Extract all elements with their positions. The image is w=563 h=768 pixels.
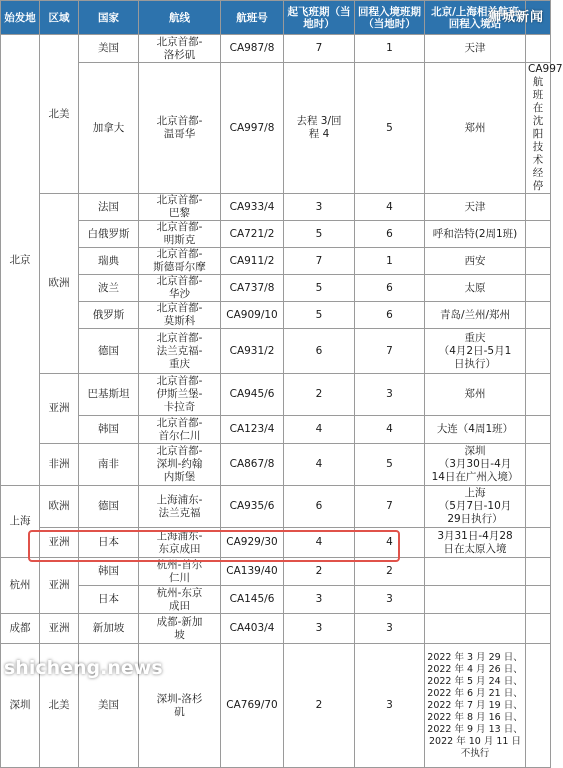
country-cell: 韩国	[79, 416, 139, 444]
flight-number-cell: CA721/2	[221, 221, 284, 248]
origin-cell: 上海	[1, 486, 40, 558]
departure-cell: 5	[284, 221, 355, 248]
flight-number-cell: CA145/6	[221, 586, 284, 614]
route-cell: 上海浦东- 法兰克福	[139, 486, 221, 528]
flight-number-cell: CA737/8	[221, 275, 284, 302]
station-cell: 上海 （5月7日-10月 29日执行）	[425, 486, 526, 528]
notes-cell	[526, 528, 551, 558]
country-cell: 巴基斯坦	[79, 374, 139, 416]
departure-cell: 4	[284, 416, 355, 444]
route-cell: 北京首都- 华沙	[139, 275, 221, 302]
return-cell: 4	[355, 528, 425, 558]
notes-cell	[526, 329, 551, 374]
station-cell	[425, 586, 526, 614]
departure-cell: 5	[284, 275, 355, 302]
station-cell: 西安	[425, 248, 526, 275]
region-cell: 非洲	[40, 444, 79, 486]
route-cell: 杭州-东京 成田	[139, 586, 221, 614]
header-return-station: 北京/上海相关航班回程入境站	[425, 1, 526, 35]
region-cell: 欧洲	[40, 486, 79, 528]
table-row	[1, 329, 551, 374]
table-row	[1, 35, 551, 63]
notes-cell	[526, 35, 551, 63]
table-row	[1, 528, 551, 558]
return-cell: 3	[355, 614, 425, 644]
region-cell: 亚洲	[40, 558, 79, 614]
country-cell: 俄罗斯	[79, 302, 139, 329]
watermark-top: 狮城新闻	[487, 10, 544, 25]
flight-number-cell: CA123/4	[221, 416, 284, 444]
return-cell: 7	[355, 486, 425, 528]
return-cell: 3	[355, 374, 425, 416]
route-cell: 北京首都- 深圳-约翰 内斯堡	[139, 444, 221, 486]
table-header-row	[1, 1, 551, 35]
region-cell: 亚洲	[40, 614, 79, 644]
route-cell: 北京首都- 温哥华	[139, 63, 221, 194]
departure-cell: 4	[284, 528, 355, 558]
route-cell: 北京首都- 洛杉矶	[139, 35, 221, 63]
departure-cell: 5	[284, 302, 355, 329]
departure-cell: 6	[284, 329, 355, 374]
return-cell: 6	[355, 302, 425, 329]
country-cell: 美国	[79, 644, 139, 768]
return-cell: 6	[355, 275, 425, 302]
table-row	[1, 248, 551, 275]
table-row	[1, 558, 551, 586]
table-row	[1, 275, 551, 302]
header-region: 区域	[40, 1, 79, 35]
notes-cell	[526, 416, 551, 444]
table-row	[1, 194, 551, 221]
departure-cell: 6	[284, 486, 355, 528]
notes-cell	[526, 614, 551, 644]
station-cell: 2022 年 3 月 29 日、 2022 年 4 月 26 日、 2022 年 5 月 24 日、 2022 年 6 月 21 日、 2022 年 7 月 19 日、 2022 年 8 月 16 日、 2022 年 9 月 13 日、 2022 年 10 月 11 日 不执行	[425, 644, 526, 768]
route-cell: 北京首都- 明斯克	[139, 221, 221, 248]
route-cell: 北京首都- 巴黎	[139, 194, 221, 221]
region-cell: 欧洲	[40, 194, 79, 374]
table-row-highlighted	[1, 614, 551, 644]
notes-cell	[526, 374, 551, 416]
table-row	[1, 486, 551, 528]
country-cell: 瑞典	[79, 248, 139, 275]
return-cell: 4	[355, 416, 425, 444]
country-cell: 日本	[79, 586, 139, 614]
return-cell: 1	[355, 35, 425, 63]
country-cell: 德国	[79, 329, 139, 374]
country-cell: 法国	[79, 194, 139, 221]
departure-cell: 3	[284, 586, 355, 614]
station-cell: 大连（4周1班）	[425, 416, 526, 444]
notes-cell	[526, 444, 551, 486]
departure-cell: 2	[284, 644, 355, 768]
origin-cell: 成都	[1, 614, 40, 644]
station-cell: 深圳 （3月30日-4月 14日在广州入境）	[425, 444, 526, 486]
header-country: 国家	[79, 1, 139, 35]
route-cell: 北京首都- 伊斯兰堡- 卡拉奇	[139, 374, 221, 416]
notes-cell	[526, 275, 551, 302]
return-cell: 5	[355, 63, 425, 194]
departure-cell: 3	[284, 614, 355, 644]
notes-cell	[526, 194, 551, 221]
country-cell: 波兰	[79, 275, 139, 302]
departure-cell: 去程 3/回 程 4	[284, 63, 355, 194]
route-cell: 深圳-洛杉 矶	[139, 644, 221, 768]
origin-cell: 深圳	[1, 644, 40, 768]
departure-cell: 4	[284, 444, 355, 486]
station-cell	[425, 558, 526, 586]
station-cell: 重庆 （4月2日-5月1 日执行）	[425, 329, 526, 374]
header-origin: 始发地	[1, 1, 40, 35]
table-row	[1, 221, 551, 248]
departure-cell: 7	[284, 35, 355, 63]
region-cell: 北美	[40, 35, 79, 194]
route-cell: 成都-新加 坡	[139, 614, 221, 644]
notes-cell	[526, 586, 551, 614]
departure-cell: 2	[284, 374, 355, 416]
station-cell	[425, 614, 526, 644]
country-cell: 日本	[79, 528, 139, 558]
table-row	[1, 63, 551, 194]
return-cell: 7	[355, 329, 425, 374]
flight-number-cell: CA945/6	[221, 374, 284, 416]
return-cell: 2	[355, 558, 425, 586]
return-cell: 6	[355, 221, 425, 248]
flight-number-cell: CA867/8	[221, 444, 284, 486]
notes-cell	[526, 302, 551, 329]
route-cell: 北京首都- 首尔仁川	[139, 416, 221, 444]
route-cell: 杭州-首尔 仁川	[139, 558, 221, 586]
departure-cell: 3	[284, 194, 355, 221]
header-return-days: 回程入境班期（当地时）	[355, 1, 425, 35]
table-row	[1, 586, 551, 614]
station-cell: 郑州	[425, 63, 526, 194]
flight-number-cell: CA139/40	[221, 558, 284, 586]
flight-number-cell: CA987/8	[221, 35, 284, 63]
route-cell: 北京首都- 法兰克福- 重庆	[139, 329, 221, 374]
flight-number-cell: CA909/10	[221, 302, 284, 329]
notes-cell	[526, 221, 551, 248]
country-cell: 美国	[79, 35, 139, 63]
station-cell: 3月31日-4月28 日在太原入境	[425, 528, 526, 558]
country-cell: 南非	[79, 444, 139, 486]
return-cell: 3	[355, 644, 425, 768]
station-cell: 天津	[425, 35, 526, 63]
table-row	[1, 416, 551, 444]
flight-number-cell: CA769/70	[221, 644, 284, 768]
header-route: 航线	[139, 1, 221, 35]
notes-cell: CA997 航班在 沈阳技 术经停	[526, 63, 551, 194]
country-cell: 韩国	[79, 558, 139, 586]
region-cell: 亚洲	[40, 374, 79, 444]
flight-number-cell: CA929/30	[221, 528, 284, 558]
return-cell: 1	[355, 248, 425, 275]
station-cell: 太原	[425, 275, 526, 302]
station-cell: 郑州	[425, 374, 526, 416]
origin-cell: 北京	[1, 35, 40, 486]
departure-cell: 2	[284, 558, 355, 586]
station-cell: 天津	[425, 194, 526, 221]
table-row	[1, 374, 551, 416]
flight-number-cell: CA933/4	[221, 194, 284, 221]
country-cell: 加拿大	[79, 63, 139, 194]
origin-cell: 杭州	[1, 558, 40, 614]
table-row	[1, 444, 551, 486]
route-cell: 北京首都- 莫斯科	[139, 302, 221, 329]
header-flight-number: 航班号	[221, 1, 284, 35]
route-cell: 北京首都- 斯德哥尔摩	[139, 248, 221, 275]
notes-cell	[526, 644, 551, 768]
flight-number-cell: CA997/8	[221, 63, 284, 194]
return-cell: 5	[355, 444, 425, 486]
country-cell: 新加坡	[79, 614, 139, 644]
return-cell: 4	[355, 194, 425, 221]
station-cell: 青岛/兰州/郑州	[425, 302, 526, 329]
header-departure-days: 起飞班期（当地时）	[284, 1, 355, 35]
country-cell: 德国	[79, 486, 139, 528]
route-cell: 上海浦东- 东京成田	[139, 528, 221, 558]
flight-number-cell: CA935/6	[221, 486, 284, 528]
notes-cell	[526, 558, 551, 586]
return-cell: 3	[355, 586, 425, 614]
table-row	[1, 302, 551, 329]
country-cell: 白俄罗斯	[79, 221, 139, 248]
region-cell: 亚洲	[40, 528, 79, 558]
notes-cell	[526, 486, 551, 528]
station-cell: 呼和浩特(2周1班)	[425, 221, 526, 248]
notes-cell	[526, 248, 551, 275]
departure-cell: 7	[284, 248, 355, 275]
flight-number-cell: CA403/4	[221, 614, 284, 644]
flight-number-cell: CA911/2	[221, 248, 284, 275]
flight-number-cell: CA931/2	[221, 329, 284, 374]
region-cell: 北美	[40, 644, 79, 768]
watermark-bottom: shicheng.news	[4, 657, 163, 679]
